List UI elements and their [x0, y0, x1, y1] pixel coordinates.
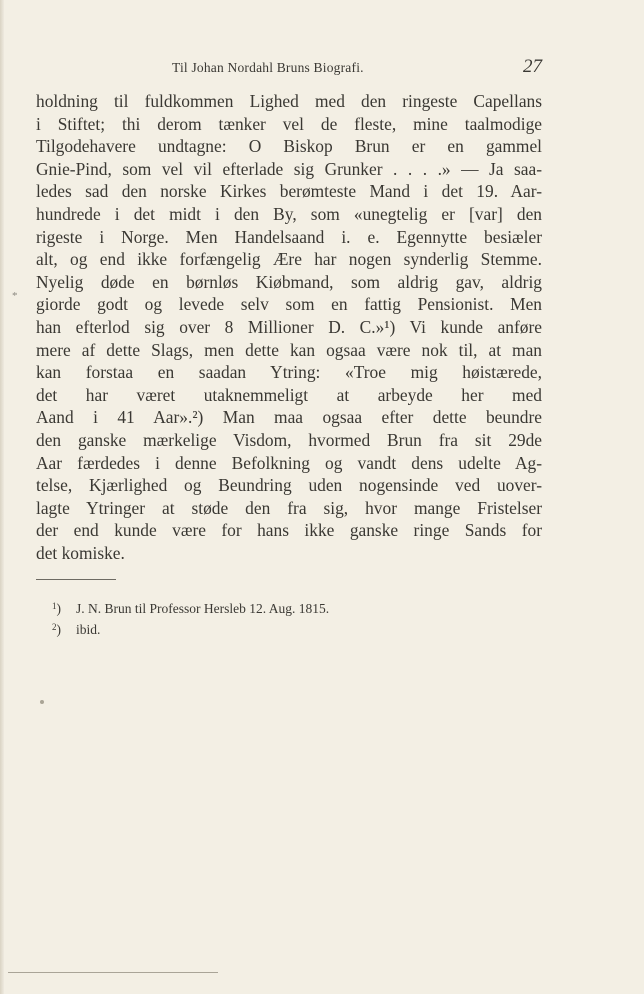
text-line: Gnie-Pind, som vel vil efterlade sig Grunker . . . .» — Ja saa-: [36, 158, 542, 179]
text-line: alt, og end ikke forfængelig Ære har nogen synderlig Stemme.: [36, 249, 542, 270]
text-line: rigeste i Norge. Men Handelsaand i. e. Egennytte besiæler: [36, 226, 542, 247]
footnote-mark: $^2$): [52, 622, 61, 637]
text-line: i Stiftet; thi derom tænker vel de fleste, mine taalmodige: [36, 113, 542, 134]
text-line: der end kunde være for hans ikke ganske ringe Sands for: [36, 520, 542, 541]
text-line: den ganske mærkelige Visdom, hvormed Brun fra sit 29de: [36, 429, 542, 450]
body-text: [36, 90, 542, 564]
text-line: Tilgodehavere undtagne: O Biskop Brun er en gammel: [36, 136, 542, 157]
text-line: Nyelig døde en børnløs Kiøbmand, som aldrig gav, aldrig: [36, 271, 542, 292]
footnote-divider: [36, 579, 116, 580]
footnote-number: 2: [52, 622, 57, 632]
footnote-text: J. N. Brun til Professor Hersleb 12. Aug. 1815.: [76, 601, 330, 616]
footnote-text: ibid.: [76, 622, 101, 637]
running-head: Til Johan Nordahl Bruns Biografi.: [172, 60, 364, 75]
text-line: giorde godt og levede selv som en fattig Pensionist. Men: [36, 294, 542, 315]
text-line: lagte Ytringer at støde den fra sig, hvor mange Fristelser: [36, 497, 542, 518]
margin-dot: [40, 700, 44, 704]
text-line: Aand i 41 Aar».²) Man maa ogsaa efter dette beundre: [36, 407, 542, 428]
page-number: 27: [523, 56, 542, 77]
text-line: holdning til fuldkommen Lighed med den ringeste Capellans: [36, 91, 542, 111]
text-line: kan forstaa en saadan Ytring: «Troe mig høistærede,: [36, 362, 542, 383]
page-edge: [0, 0, 4, 994]
footnote: [52, 597, 329, 618]
text-line: han efterlod sig over 8 Millioner D. C.»¹) Vi kunde anføre: [36, 316, 542, 337]
bottom-edge-line: [8, 972, 218, 973]
margin-asterisk: *: [12, 290, 18, 302]
text-line: det har været utaknemmeligt at arbeyde her med: [36, 384, 542, 405]
text-line: ledes sad den norske Kirkes berømteste Mand i det 19. Aar-: [36, 181, 542, 202]
page-header: [36, 58, 542, 82]
footnote: [52, 618, 329, 639]
footnote-mark: $^1$): [52, 601, 61, 616]
text-line: mere af dette Slags, men dette kan ogsaa være nok til, at man: [36, 339, 542, 360]
text-line: Aar færdedes i denne Befolkning og vandt dens udelte Ag-: [36, 452, 542, 473]
footnote-number: 1: [52, 601, 57, 611]
text-line: det komiske.: [36, 542, 125, 563]
footnotes: [52, 597, 329, 639]
text-line: hundrede i det midt i den By, som «unegtelig er [var] den: [36, 203, 542, 224]
text-line: telse, Kjærlighed og Beundring uden nogensinde ved uover-: [36, 475, 542, 496]
